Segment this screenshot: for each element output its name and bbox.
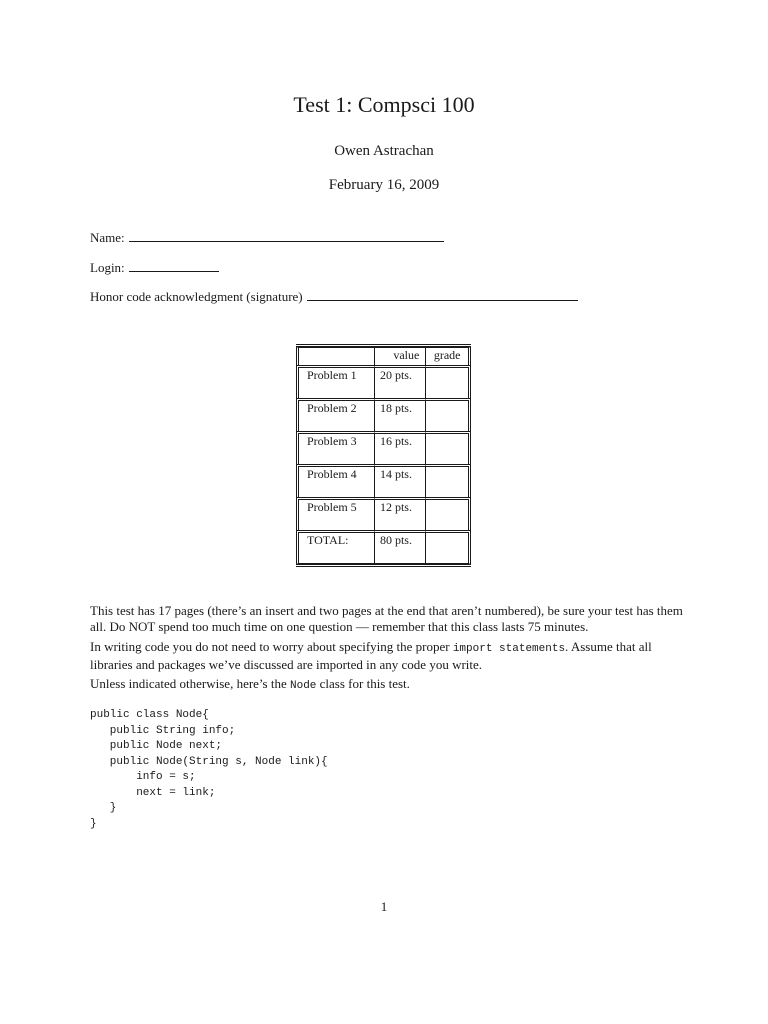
login-field[interactable]	[90, 260, 219, 276]
header-cell-grade: grade	[426, 347, 471, 365]
date: February 16, 2009	[328, 177, 440, 193]
page-title: Test 1: Compsci 100	[293, 92, 475, 117]
table-row-total	[296, 530, 471, 564]
page-number: 1	[380, 899, 388, 914]
table-header-row	[296, 347, 471, 365]
p2-text-before: In writing code you do not need to worry about specifying the proper	[90, 639, 453, 654]
login-label: Login:	[90, 260, 125, 275]
signature-blank-line[interactable]	[307, 299, 578, 301]
table-row	[296, 431, 471, 464]
instructions-paragraph-3	[90, 676, 690, 694]
node-class-code: Node	[290, 680, 317, 692]
p3-text-after: class for this test.	[316, 676, 410, 691]
value-cell: 18 pts.	[375, 398, 426, 431]
value-cell: 14 pts.	[375, 464, 426, 497]
table-bottom-rule	[296, 564, 471, 567]
header-cell-value: value	[375, 347, 426, 365]
grade-cell[interactable]	[426, 464, 471, 497]
problem-cell: Problem 2	[296, 398, 375, 431]
value-cell: 16 pts.	[375, 431, 426, 464]
problem-cell: Problem 1	[296, 365, 375, 398]
grade-cell[interactable]	[426, 431, 471, 464]
table-row	[296, 365, 471, 398]
instructions-paragraph-2	[90, 639, 690, 673]
grade-cell[interactable]	[426, 497, 471, 530]
login-blank-line[interactable]	[129, 270, 219, 272]
total-grade-cell[interactable]	[426, 530, 471, 564]
problem-cell: Problem 5	[296, 497, 375, 530]
node-class-listing: public class Node{ public String info; public Node next; public Node(String s, Node link){ info = s; next = link; } }	[90, 709, 328, 830]
honor-code-field[interactable]	[90, 289, 578, 305]
honor-label: Honor code acknowledgment (signature)	[90, 289, 303, 304]
header-cell-problem	[296, 347, 375, 365]
value-cell: 20 pts.	[375, 365, 426, 398]
name-label: Name:	[90, 230, 125, 245]
table-row	[296, 464, 471, 497]
grade-cell[interactable]	[426, 365, 471, 398]
total-value-cell: 80 pts.	[375, 530, 426, 564]
total-label-cell: TOTAL:	[296, 530, 375, 564]
import-statements-code: import statements	[452, 643, 566, 655]
p2-text-after: . Assume that all libraries and packages we’ve discussed are imported in any code you write.	[90, 639, 652, 672]
problem-cell: Problem 4	[296, 464, 375, 497]
author: Owen Astrachan	[334, 143, 434, 159]
p3-text-before: Unless indicated otherwise, here’s the	[90, 676, 290, 691]
grade-cell[interactable]	[426, 398, 471, 431]
name-field[interactable]	[90, 230, 444, 246]
name-blank-line[interactable]	[129, 240, 444, 242]
problem-cell: Problem 3	[296, 431, 375, 464]
table-row	[296, 497, 471, 530]
instructions-paragraph-1: This test has 17 pages (there’s an insert and two pages at the end that aren’t numbered), be sure your test has them all. Do NOT spend too much time on one question — remember that this class lasts 75 minutes.	[90, 603, 683, 634]
table-row	[296, 398, 471, 431]
score-table	[296, 344, 471, 567]
value-cell: 12 pts.	[375, 497, 426, 530]
